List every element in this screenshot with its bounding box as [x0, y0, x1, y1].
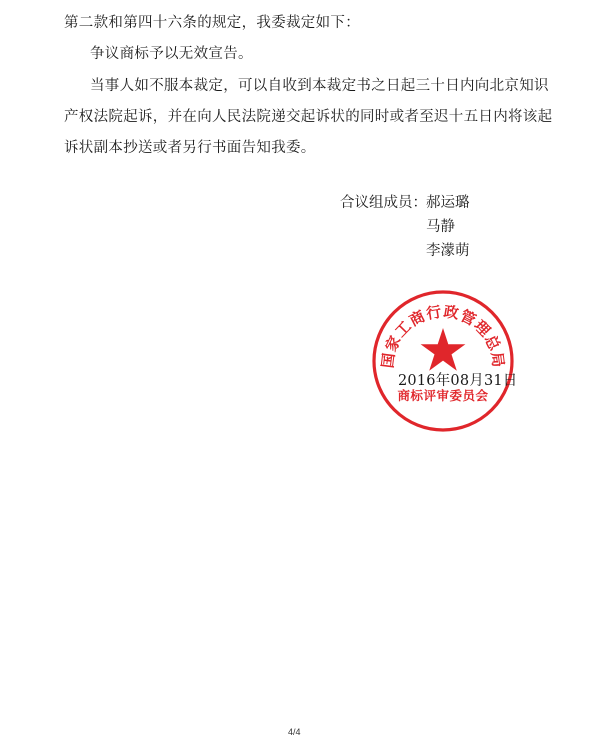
official-seal: [370, 288, 516, 434]
seal-text-bottom: 商标评审委员会: [397, 388, 489, 403]
panel-members-label: 合议组成员：: [340, 195, 427, 211]
seal-star-icon: [421, 328, 466, 371]
page-number: 4/4: [288, 727, 301, 737]
panel-member-1: 郝运璐: [426, 195, 470, 211]
panel-member-2: 马静: [426, 219, 455, 235]
body-line-1: 第二款和第四十六条的规定，我委裁定如下：: [64, 15, 360, 31]
decision-date: 2016年08月31日: [398, 373, 518, 389]
body-line-4: 产权法院起诉，并在向人民法院递交起诉状的同时或者至迟十五日内将该起: [64, 109, 553, 125]
panel-member-3: 李濛萌: [426, 243, 470, 259]
body-line-5: 诉状副本抄送或者另行书面告知我委。: [64, 140, 316, 156]
body-line-3: 当事人如不服本裁定，可以自收到本裁定书之日起三十日内向北京知识: [90, 78, 549, 94]
body-line-2: 争议商标予以无效宣告。: [90, 46, 253, 62]
seal-text-top: 国家工商行政管理总局: [378, 302, 508, 370]
